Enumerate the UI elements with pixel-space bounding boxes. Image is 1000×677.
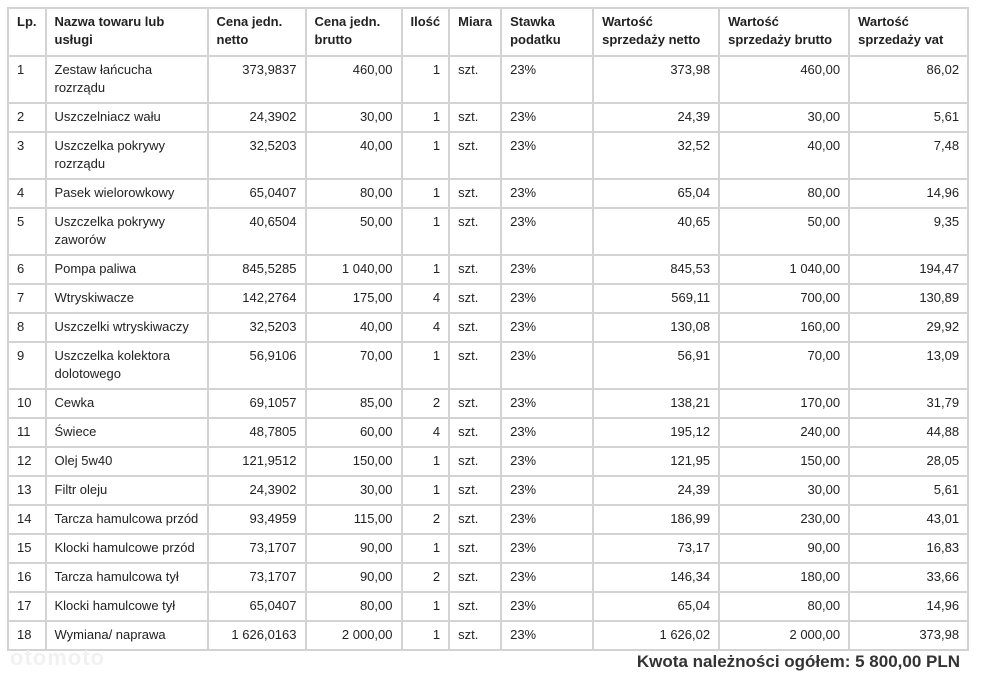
cell-unit-gross: 70,00 bbox=[306, 342, 402, 389]
invoice-items-table bbox=[7, 7, 969, 651]
table-row bbox=[8, 56, 968, 103]
cell-gross-value: 460,00 bbox=[719, 56, 849, 103]
cell-qty: 1 bbox=[402, 592, 450, 621]
cell-net-value: 569,11 bbox=[593, 284, 719, 313]
cell-qty: 1 bbox=[402, 342, 450, 389]
header-net-value: Wartość sprzedaży netto bbox=[593, 8, 719, 56]
cell-net-value: 146,34 bbox=[593, 563, 719, 592]
cell-qty: 1 bbox=[402, 179, 450, 208]
cell-lp: 15 bbox=[8, 534, 46, 563]
cell-name: Klocki hamulcowe przód bbox=[46, 534, 208, 563]
cell-net-value: 1 626,02 bbox=[593, 621, 719, 650]
cell-unit-gross: 30,00 bbox=[306, 476, 402, 505]
cell-unit-gross: 115,00 bbox=[306, 505, 402, 534]
cell-unit: szt. bbox=[449, 447, 501, 476]
cell-name: Wtryskiwacze bbox=[46, 284, 208, 313]
cell-name: Pasek wielorowkowy bbox=[46, 179, 208, 208]
cell-gross-value: 30,00 bbox=[719, 103, 849, 132]
table-row bbox=[8, 447, 968, 476]
table-row bbox=[8, 418, 968, 447]
table-row bbox=[8, 389, 968, 418]
cell-unit-net: 121,9512 bbox=[208, 447, 306, 476]
cell-gross-value: 70,00 bbox=[719, 342, 849, 389]
header-unit: Miara bbox=[449, 8, 501, 56]
header-gross-value: Wartość sprzedaży brutto bbox=[719, 8, 849, 56]
header-qty: Ilość bbox=[402, 8, 450, 56]
cell-qty: 1 bbox=[402, 103, 450, 132]
table-row bbox=[8, 592, 968, 621]
cell-gross-value: 160,00 bbox=[719, 313, 849, 342]
cell-qty: 4 bbox=[402, 418, 450, 447]
cell-gross-value: 230,00 bbox=[719, 505, 849, 534]
table-body bbox=[8, 56, 968, 650]
cell-unit: szt. bbox=[449, 476, 501, 505]
cell-gross-value: 700,00 bbox=[719, 284, 849, 313]
cell-net-value: 65,04 bbox=[593, 592, 719, 621]
watermark-logo: otomoto bbox=[10, 645, 105, 670]
cell-vat-value: 13,09 bbox=[849, 342, 968, 389]
cell-net-value: 373,98 bbox=[593, 56, 719, 103]
cell-unit-net: 845,5285 bbox=[208, 255, 306, 284]
cell-lp: 12 bbox=[8, 447, 46, 476]
cell-tax-rate: 23% bbox=[501, 534, 593, 563]
cell-tax-rate: 23% bbox=[501, 563, 593, 592]
cell-gross-value: 80,00 bbox=[719, 179, 849, 208]
cell-lp: 17 bbox=[8, 592, 46, 621]
cell-gross-value: 40,00 bbox=[719, 132, 849, 179]
cell-vat-value: 28,05 bbox=[849, 447, 968, 476]
cell-tax-rate: 23% bbox=[501, 255, 593, 284]
cell-unit-gross: 2 000,00 bbox=[306, 621, 402, 650]
cell-net-value: 24,39 bbox=[593, 476, 719, 505]
cell-unit-net: 93,4959 bbox=[208, 505, 306, 534]
cell-gross-value: 2 000,00 bbox=[719, 621, 849, 650]
cell-gross-value: 240,00 bbox=[719, 418, 849, 447]
cell-unit-net: 32,5203 bbox=[208, 313, 306, 342]
table-row bbox=[8, 284, 968, 313]
cell-vat-value: 86,02 bbox=[849, 56, 968, 103]
cell-unit-gross: 50,00 bbox=[306, 208, 402, 255]
cell-qty: 4 bbox=[402, 284, 450, 313]
table-row bbox=[8, 208, 968, 255]
cell-unit: szt. bbox=[449, 621, 501, 650]
cell-unit-net: 65,0407 bbox=[208, 179, 306, 208]
cell-lp: 2 bbox=[8, 103, 46, 132]
cell-tax-rate: 23% bbox=[501, 342, 593, 389]
cell-unit-net: 73,1707 bbox=[208, 563, 306, 592]
cell-vat-value: 14,96 bbox=[849, 592, 968, 621]
cell-qty: 4 bbox=[402, 313, 450, 342]
cell-unit-gross: 60,00 bbox=[306, 418, 402, 447]
cell-lp: 10 bbox=[8, 389, 46, 418]
cell-name: Wymiana/ naprawa bbox=[46, 621, 208, 650]
cell-gross-value: 170,00 bbox=[719, 389, 849, 418]
cell-tax-rate: 23% bbox=[501, 132, 593, 179]
table-row bbox=[8, 103, 968, 132]
cell-net-value: 32,52 bbox=[593, 132, 719, 179]
cell-unit: szt. bbox=[449, 418, 501, 447]
table-row bbox=[8, 534, 968, 563]
cell-vat-value: 130,89 bbox=[849, 284, 968, 313]
cell-unit-net: 373,9837 bbox=[208, 56, 306, 103]
cell-name: Uszczelka pokrywy zaworów bbox=[46, 208, 208, 255]
cell-unit-gross: 85,00 bbox=[306, 389, 402, 418]
cell-unit: szt. bbox=[449, 534, 501, 563]
cell-qty: 1 bbox=[402, 621, 450, 650]
cell-qty: 1 bbox=[402, 208, 450, 255]
cell-lp: 16 bbox=[8, 563, 46, 592]
cell-lp: 11 bbox=[8, 418, 46, 447]
cell-lp: 4 bbox=[8, 179, 46, 208]
header-lp: Lp. bbox=[8, 8, 46, 56]
cell-name: Świece bbox=[46, 418, 208, 447]
cell-tax-rate: 23% bbox=[501, 389, 593, 418]
cell-unit: szt. bbox=[449, 132, 501, 179]
header-name: Nazwa towaru lub usługi bbox=[46, 8, 208, 56]
header-vat-value: Wartość sprzedaży vat bbox=[849, 8, 968, 56]
cell-qty: 1 bbox=[402, 447, 450, 476]
cell-unit: szt. bbox=[449, 563, 501, 592]
cell-unit: szt. bbox=[449, 255, 501, 284]
cell-qty: 2 bbox=[402, 389, 450, 418]
cell-unit-net: 69,1057 bbox=[208, 389, 306, 418]
cell-qty: 1 bbox=[402, 255, 450, 284]
cell-qty: 2 bbox=[402, 505, 450, 534]
cell-gross-value: 1 040,00 bbox=[719, 255, 849, 284]
cell-net-value: 130,08 bbox=[593, 313, 719, 342]
cell-tax-rate: 23% bbox=[501, 208, 593, 255]
table-row bbox=[8, 132, 968, 179]
cell-net-value: 56,91 bbox=[593, 342, 719, 389]
cell-vat-value: 16,83 bbox=[849, 534, 968, 563]
cell-lp: 7 bbox=[8, 284, 46, 313]
cell-vat-value: 44,88 bbox=[849, 418, 968, 447]
cell-unit-net: 73,1707 bbox=[208, 534, 306, 563]
cell-unit: szt. bbox=[449, 505, 501, 534]
cell-unit-gross: 1 040,00 bbox=[306, 255, 402, 284]
cell-vat-value: 31,79 bbox=[849, 389, 968, 418]
table-row bbox=[8, 621, 968, 650]
cell-unit: szt. bbox=[449, 56, 501, 103]
cell-tax-rate: 23% bbox=[501, 621, 593, 650]
cell-net-value: 65,04 bbox=[593, 179, 719, 208]
cell-unit-gross: 80,00 bbox=[306, 179, 402, 208]
cell-lp: 18 bbox=[8, 621, 46, 650]
cell-qty: 2 bbox=[402, 563, 450, 592]
cell-unit: szt. bbox=[449, 592, 501, 621]
table-row bbox=[8, 505, 968, 534]
cell-unit: szt. bbox=[449, 284, 501, 313]
cell-tax-rate: 23% bbox=[501, 505, 593, 534]
cell-gross-value: 80,00 bbox=[719, 592, 849, 621]
cell-gross-value: 150,00 bbox=[719, 447, 849, 476]
table-row bbox=[8, 563, 968, 592]
table-row bbox=[8, 255, 968, 284]
cell-gross-value: 90,00 bbox=[719, 534, 849, 563]
cell-name: Uszczelki wtryskiwaczy bbox=[46, 313, 208, 342]
cell-vat-value: 5,61 bbox=[849, 476, 968, 505]
cell-name: Olej 5w40 bbox=[46, 447, 208, 476]
cell-vat-value: 7,48 bbox=[849, 132, 968, 179]
cell-lp: 3 bbox=[8, 132, 46, 179]
cell-unit-gross: 175,00 bbox=[306, 284, 402, 313]
table-row bbox=[8, 342, 968, 389]
cell-unit: szt. bbox=[449, 179, 501, 208]
cell-net-value: 24,39 bbox=[593, 103, 719, 132]
cell-name: Uszczelka kolektora dolotowego bbox=[46, 342, 208, 389]
cell-lp: 9 bbox=[8, 342, 46, 389]
cell-unit-net: 48,7805 bbox=[208, 418, 306, 447]
cell-unit-net: 65,0407 bbox=[208, 592, 306, 621]
cell-tax-rate: 23% bbox=[501, 313, 593, 342]
cell-tax-rate: 23% bbox=[501, 179, 593, 208]
table-row bbox=[8, 476, 968, 505]
header-tax-rate: Stawka podatku bbox=[501, 8, 593, 56]
header-unit-net: Cena jedn. netto bbox=[208, 8, 306, 56]
cell-unit: szt. bbox=[449, 208, 501, 255]
cell-unit-net: 56,9106 bbox=[208, 342, 306, 389]
cell-vat-value: 194,47 bbox=[849, 255, 968, 284]
cell-unit: szt. bbox=[449, 342, 501, 389]
cell-vat-value: 43,01 bbox=[849, 505, 968, 534]
cell-name: Tarcza hamulcowa przód bbox=[46, 505, 208, 534]
cell-unit: szt. bbox=[449, 313, 501, 342]
cell-net-value: 845,53 bbox=[593, 255, 719, 284]
cell-unit-net: 142,2764 bbox=[208, 284, 306, 313]
cell-net-value: 186,99 bbox=[593, 505, 719, 534]
cell-qty: 1 bbox=[402, 534, 450, 563]
cell-name: Klocki hamulcowe tył bbox=[46, 592, 208, 621]
table-row bbox=[8, 313, 968, 342]
cell-lp: 13 bbox=[8, 476, 46, 505]
cell-lp: 5 bbox=[8, 208, 46, 255]
cell-unit-net: 1 626,0163 bbox=[208, 621, 306, 650]
cell-vat-value: 33,66 bbox=[849, 563, 968, 592]
cell-qty: 1 bbox=[402, 56, 450, 103]
cell-gross-value: 30,00 bbox=[719, 476, 849, 505]
cell-unit-net: 40,6504 bbox=[208, 208, 306, 255]
cell-unit: szt. bbox=[449, 103, 501, 132]
cell-vat-value: 5,61 bbox=[849, 103, 968, 132]
cell-tax-rate: 23% bbox=[501, 56, 593, 103]
cell-unit-net: 32,5203 bbox=[208, 132, 306, 179]
cell-qty: 1 bbox=[402, 476, 450, 505]
cell-gross-value: 50,00 bbox=[719, 208, 849, 255]
cell-unit-gross: 80,00 bbox=[306, 592, 402, 621]
table-header-row bbox=[8, 8, 968, 56]
cell-net-value: 73,17 bbox=[593, 534, 719, 563]
cell-name: Tarcza hamulcowa tył bbox=[46, 563, 208, 592]
cell-tax-rate: 23% bbox=[501, 103, 593, 132]
cell-tax-rate: 23% bbox=[501, 592, 593, 621]
total-amount: Kwota należności ogółem: 5 800,00 PLN bbox=[636, 652, 960, 671]
cell-vat-value: 9,35 bbox=[849, 208, 968, 255]
cell-name: Cewka bbox=[46, 389, 208, 418]
cell-vat-value: 14,96 bbox=[849, 179, 968, 208]
cell-lp: 14 bbox=[8, 505, 46, 534]
cell-lp: 8 bbox=[8, 313, 46, 342]
cell-net-value: 121,95 bbox=[593, 447, 719, 476]
cell-unit-net: 24,3902 bbox=[208, 476, 306, 505]
cell-lp: 1 bbox=[8, 56, 46, 103]
cell-tax-rate: 23% bbox=[501, 447, 593, 476]
cell-name: Uszczelka pokrywy rozrządu bbox=[46, 132, 208, 179]
cell-qty: 1 bbox=[402, 132, 450, 179]
cell-tax-rate: 23% bbox=[501, 476, 593, 505]
cell-name: Uszczelniacz wału bbox=[46, 103, 208, 132]
cell-unit-gross: 90,00 bbox=[306, 534, 402, 563]
cell-net-value: 40,65 bbox=[593, 208, 719, 255]
table-row bbox=[8, 179, 968, 208]
cell-unit-gross: 150,00 bbox=[306, 447, 402, 476]
invoice-table-wrapper bbox=[7, 7, 969, 651]
cell-name: Pompa paliwa bbox=[46, 255, 208, 284]
cell-unit-gross: 40,00 bbox=[306, 132, 402, 179]
cell-unit-gross: 90,00 bbox=[306, 563, 402, 592]
cell-unit-gross: 460,00 bbox=[306, 56, 402, 103]
cell-name: Filtr oleju bbox=[46, 476, 208, 505]
cell-net-value: 195,12 bbox=[593, 418, 719, 447]
cell-gross-value: 180,00 bbox=[719, 563, 849, 592]
cell-unit-gross: 40,00 bbox=[306, 313, 402, 342]
header-unit-gross: Cena jedn. brutto bbox=[306, 8, 402, 56]
cell-vat-value: 29,92 bbox=[849, 313, 968, 342]
cell-unit: szt. bbox=[449, 389, 501, 418]
cell-vat-value: 373,98 bbox=[849, 621, 968, 650]
cell-unit-net: 24,3902 bbox=[208, 103, 306, 132]
cell-tax-rate: 23% bbox=[501, 284, 593, 313]
cell-name: Zestaw łańcucha rozrządu bbox=[46, 56, 208, 103]
cell-lp: 6 bbox=[8, 255, 46, 284]
cell-net-value: 138,21 bbox=[593, 389, 719, 418]
cell-unit-gross: 30,00 bbox=[306, 103, 402, 132]
cell-tax-rate: 23% bbox=[501, 418, 593, 447]
